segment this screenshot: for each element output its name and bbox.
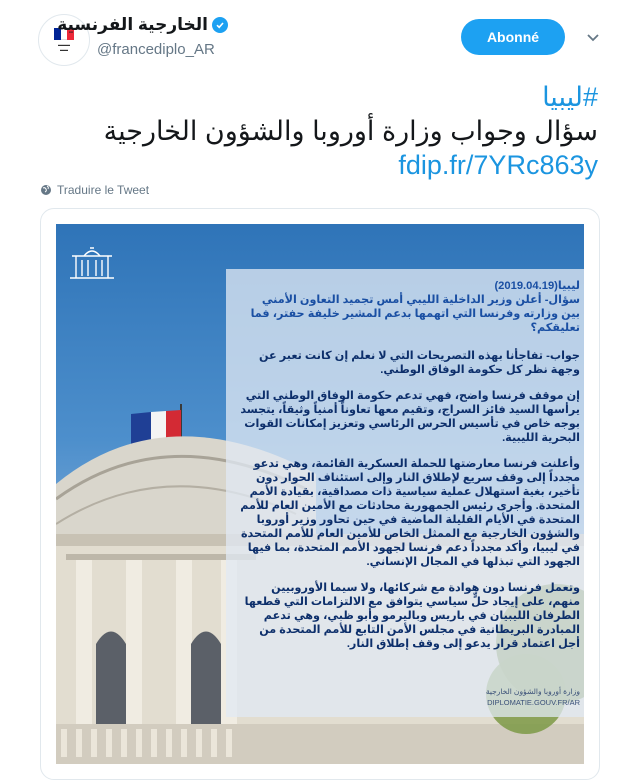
tweet-headline: سؤال وجواب وزارة أوروبا والشؤون الخارجية xyxy=(103,116,598,146)
account-handle[interactable]: @francediplo_AR xyxy=(97,41,215,58)
question-text: سؤال- أعلن وزير الداخلية الليبي أمس تجميد التعاون الأمني بين وزارته وفرنسا التي اتهمها بدعم المشير خليفة حفتر، فما تعليقكم؟ xyxy=(250,294,580,334)
answer-paragraph-1: جواب- تفاجأنا بهذه التصريحات التي لا نعلم إن كانت تعبر عن وجهة نظر كل حكومة الوفاق الوطني. xyxy=(258,350,580,376)
ministry-building-logo-icon xyxy=(68,242,116,282)
tweet-image[interactable] xyxy=(56,224,584,764)
credit-url: DIPLOMATIE.GOUV.FR/AR xyxy=(487,698,580,707)
translate-label[interactable]: Traduire le Tweet xyxy=(57,183,150,197)
image-credit xyxy=(380,687,580,707)
avatar-caption: ▬▬▬ ▬▬ xyxy=(58,42,70,52)
globe-icon xyxy=(40,184,52,196)
account-display-name-row[interactable] xyxy=(57,15,228,35)
date-line: ليبيا(2019.04.19) xyxy=(494,280,580,292)
credit-ministry: وزارة أوروبا والشؤون الخارجية xyxy=(485,687,580,696)
account-display-name[interactable]: الخارجية الفرنسية xyxy=(57,15,208,34)
tweet-text xyxy=(38,80,598,182)
answer-paragraph-4: وتعمل فرنسا دون هوادة مع شركائها، ولا سيما الأوروبيين منهم، على إيجاد حلٍّ سياسي يتوافق مع الالتزامات التي قطعها الطرفان الليبيان في باريس وباليرمو وأبو ظبي، وهي تدعم المبادرة البريطانية في مجلس الأمن التابع للأمم المتحدة من أجل اعتماد قرار يدعو إلى وقف إطلاق النار. xyxy=(244,582,580,650)
chevron-down-icon[interactable] xyxy=(586,30,600,44)
tweet-url-link[interactable]: fdip.fr/7YRc863y xyxy=(398,150,598,180)
verified-badge-icon xyxy=(212,17,228,33)
answer-paragraph-2: إن موقف فرنسا واضح، فهي تدعم حكومة الوفاق الوطني التي يرأسها السيد فائز السراج، وتقيم معها تعاوناً أمنياً وثيقاً، يتجسد بوجه خاص في تأسيس الحرس الرئاسي وتعزيز إمكانات القوات البحرية الليبية. xyxy=(240,390,580,444)
statement-panel xyxy=(226,269,584,717)
translate-tweet-link[interactable] xyxy=(40,183,149,197)
hashtag-link[interactable]: #ليبيا xyxy=(542,82,598,112)
answer-paragraph-3: وأعلنت فرنسا معارضتها للحملة العسكرية القائمة، وهي تدعو مجدداً إلى وقف سريع لإطلاق النار وإلى استئناف الحوار دون تأخير، بغية استهلال عملية سياسية ذات مصداقية، بقيادة الأمم المتحدة. وأجرى رئيس الجمهورية محادثات مع الأمين العام للأمم المتحدة في الأيام القليلة الماضية في حين تحاور وزير أوروبا والشؤون الخارجية مع الممثل الخاص للأمين العام للأمم المتحدة في ليبيا، وأكد مجدداً دعم فرنسا لجهود الأمم المتحدة، بما فيها الجهود التي تبذلها في المجال الإنساني. xyxy=(240,458,580,568)
statement-text xyxy=(240,279,580,663)
follow-button[interactable]: Abonné xyxy=(461,19,565,55)
media-card[interactable] xyxy=(40,208,600,780)
